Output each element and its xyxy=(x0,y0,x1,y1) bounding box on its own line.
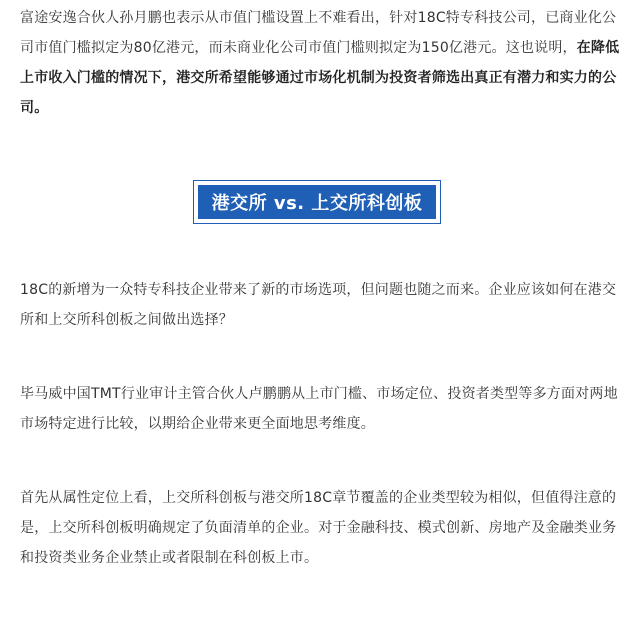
paragraph-2: 18C的新增为一众特专科技企业带来了新的市场选项，但问题也随之而来。企业应该如何在港交所和上交所科创板之间做出选择？ xyxy=(20,282,617,328)
paragraph-1-bold-text: 在降低上市收入门槛的情况下，港交所希望能够通过市场化机制为投资者筛选出真正有潜力和实力的公司。 xyxy=(20,40,620,116)
section-heading-text: 港交所 vs. 上交所科创板 xyxy=(211,193,423,214)
paragraph-1-text: 富途安逸合伙人孙月鹏也表示从市值门槛设置上不难看出，针对18C特专科技公司，已商业化公司市值门槛拟定为80亿港元，而未商业化公司市值门槛则拟定为150亿港元。这也说明， xyxy=(20,10,617,56)
paragraph-4: 首先从属性定位上看，上交所科创板与港交所18C章节覆盖的企业类型较为相似，但值得注意的是，上交所科创板明确规定了负面清单的企业。对于金融科技、模式创新、房地产及金融类业务和投资类业务企业禁止或者限制在科创板上市。 xyxy=(20,490,617,566)
paragraph-3: 毕马威中国TMT行业审计主管合伙人卢鹏鹏从上市门槛、市场定位、投资者类型等多方面对两地市场特定进行比较，以期给企业带来更全面地思考维度。 xyxy=(20,386,618,432)
paragraph-1 xyxy=(20,3,620,123)
section-heading-banner xyxy=(198,185,436,219)
section-heading xyxy=(193,180,441,224)
